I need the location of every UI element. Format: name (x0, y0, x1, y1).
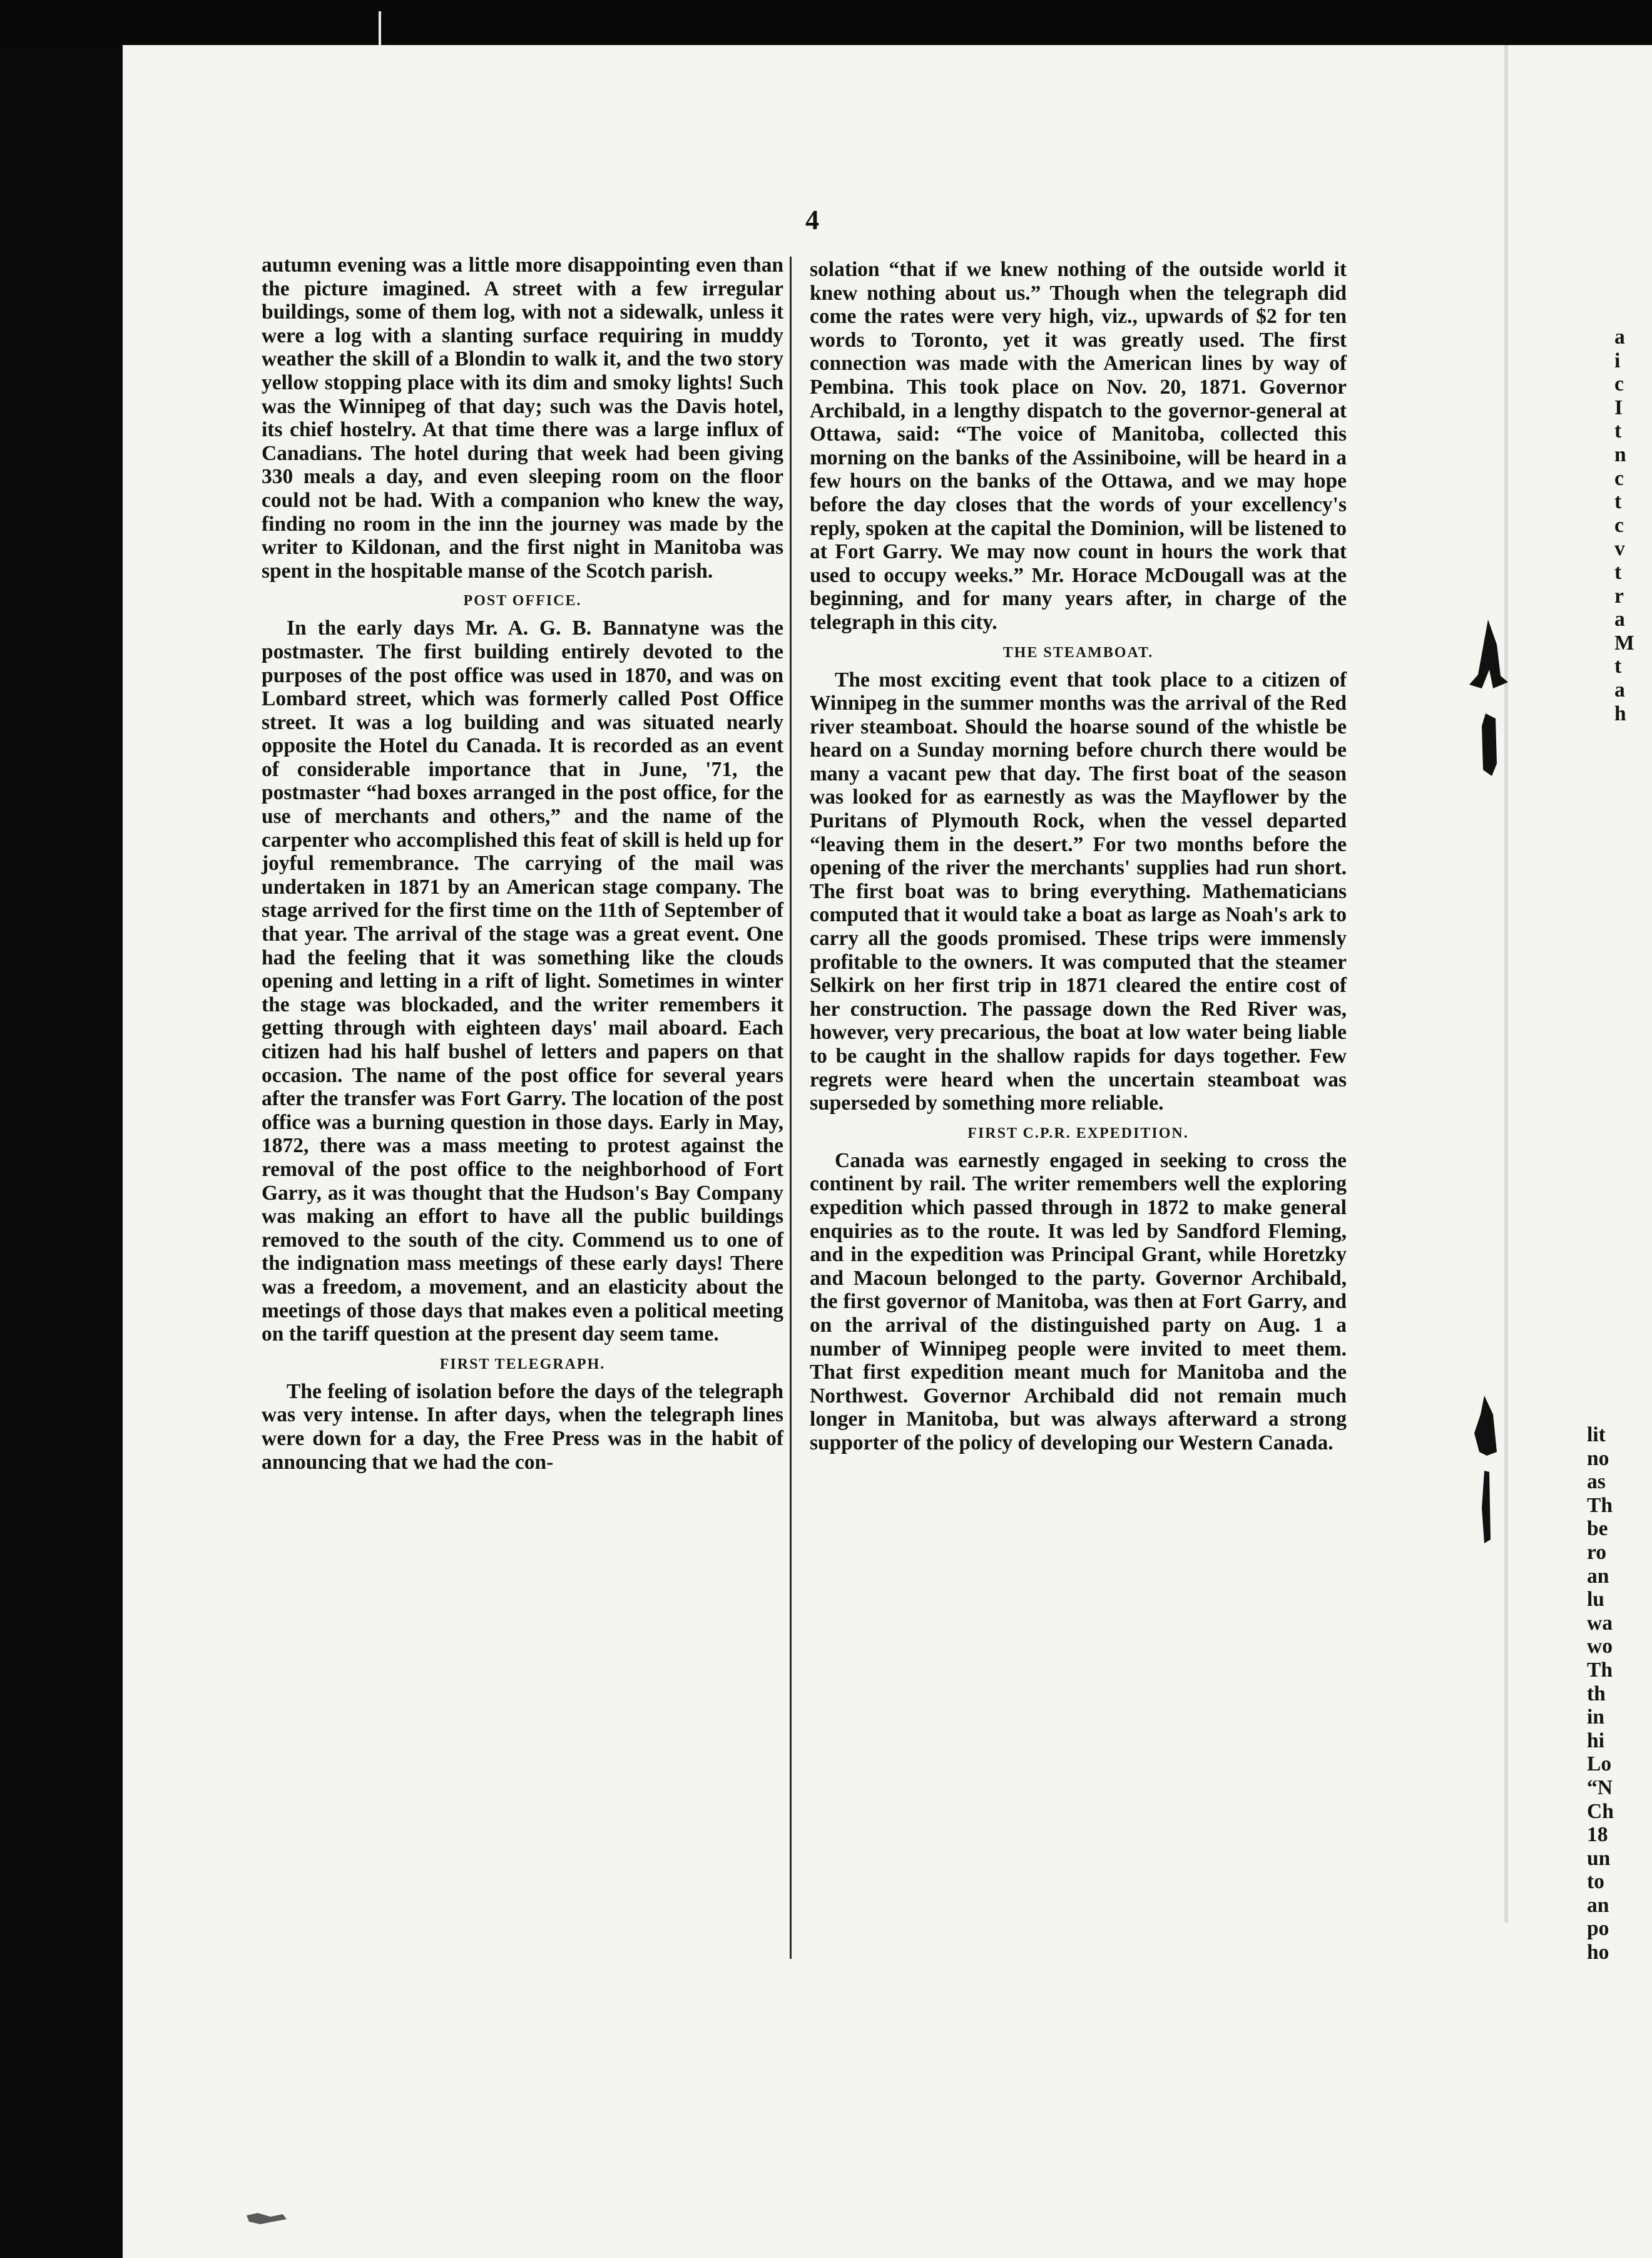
fragment: t (1614, 560, 1622, 584)
fragment: c (1614, 466, 1624, 490)
right-column (810, 258, 1347, 1455)
fragment: an (1587, 1564, 1609, 1588)
heading-first-telegraph: FIRST TELEGRAPH. (439, 1356, 606, 1372)
fragment: po (1587, 1917, 1609, 1941)
fragment: t (1614, 490, 1622, 514)
fragment: c (1614, 372, 1624, 396)
fragment: I (1614, 396, 1623, 419)
paragraph-post-office: In the early days Mr. A. G. B. Bannatyne was the postmaster. The first building entirely devoted to the purposes of the post office was used in 1870, and was on Lombard street, which was formerly called Post Office street. It was a log building and was situated nearly opposite the Hotel du Canada. It is recorded as an event of considerable importance that in June, '71, the postmaster “had boxes arranged in the post office, for the use of merchants and others,” and the name of the carpenter who accomplished this feat of skill is held up for joyful remembrance. The carrying of the mail was undertaken in 1871 by an American stage company. The stage arrived for the first time on the 11th of September of that year. The arrival of the stage was a great event. One had the feeling that it was something like the clouds opening and letting in a rift of light. Sometimes in winter the stage was blockaded, and the writer remembers it getting through with eighteen days' mail aboard. Each citizen had his half bushel of letters and papers on that occasion. The name of the post office for several years after the transfer was Fort Garry. The location of the post office was a burning question in those days. Early in May, 1872, there was a mass meeting to protest against the removal of the post office to the neighborhood of Fort Garry, as it was thought that the Hudson's Bay Company was making an effort to have all the public buildings removed to the south of the city. Commend us to one of the indignation mass meetings of these early days! There was a freedom, a movement, and an elasticity about the meetings of those days that makes even a political meeting on the tariff question at the present day seem tame. (262, 616, 783, 1346)
fragment: 18 (1587, 1823, 1608, 1847)
speck-shape (247, 2213, 287, 2224)
fragment: no (1587, 1446, 1609, 1470)
scan-mark (379, 11, 381, 46)
ink-blot-shape (1469, 620, 1508, 688)
speck-bottom-left (245, 2210, 289, 2229)
fragment: r (1614, 584, 1624, 608)
column-divider (790, 257, 792, 1959)
fragment: Lo (1587, 1752, 1612, 1776)
paragraph-telegraph: The feeling of isolation before the days of the telegraph was very intense. In after days, when the telegraph lines were down for a day, the Free Press was in the habit of announcing that we had the con- (262, 1379, 783, 1474)
fragment: wa (1587, 1611, 1613, 1635)
fragment: lu (1587, 1588, 1604, 1612)
fragment: i (1614, 349, 1621, 372)
fragment: lit (1587, 1423, 1606, 1446)
fragment: M (1614, 631, 1634, 655)
paragraph-cpr-expedition: Canada was earnestly engaged in seeking to cross the continent by rail. The writer remembers well the exploring expedition which passed through in 1872 to make general enquiries as to the route. It was led by Sandford Fleming, and in the expedition was Principal Grant, while Horetzky and Macoun belonged to the party. Governor Archibald, the first governor of Manitoba, was then at Fort Garry, and on the arrival of the distinguished party on Aug. 1 a number of Winnipeg people were invited to meet them. That first expedition meant much for Manitoba and the Northwest. Governor Archibald did not remain much longer in Manitoba, but was always afterward a strong supporter of the policy of developing our Western Canada. (810, 1148, 1347, 1454)
fragment: a (1614, 325, 1625, 349)
paragraph-telegraph-continued: solation “that if we knew nothing of the outside world it knew nothing about us.” Though when the telegraph did come the rates were very high, viz., upwards of $2 for ten words to Toronto, yet it was greatly used. The first connection was made with the American lines by way of Pembina. This took place on Nov. 20, 1871. Governor Archibald, in a lengthy dispatch to the governor-general at Ottawa, said: “The voice of Manitoba, collected this morning on the banks of the Assiniboine, will be heard in a few hours on the banks of the Ottawa, and we may hope before the day closes that the words of your excellency's reply, spoken at the capital the Dominion, will be listened to at Fort Garry. We may now count in hours the work that used to occupy weeks.” Mr. Horace McDougall was at the beginning, and for many years after, in charge of the telegraph in this city. (810, 258, 1347, 634)
ink-blot-shape (1482, 713, 1497, 776)
fragment: Th (1587, 1493, 1613, 1517)
fragment: be (1587, 1517, 1608, 1541)
fragment: in (1587, 1705, 1604, 1729)
fragment: a (1614, 678, 1625, 702)
fragment: Th (1587, 1658, 1613, 1682)
page-number: 4 (805, 205, 819, 235)
fragment: an (1587, 1893, 1609, 1917)
fragment: to (1587, 1870, 1604, 1894)
fragment: n (1614, 442, 1626, 466)
heading-cpr-expedition: FIRST C.P.R. EXPEDITION. (967, 1125, 1189, 1142)
fragment: t (1614, 655, 1622, 678)
ink-blot-upper (1464, 620, 1514, 782)
scanner-background-top (0, 0, 1652, 49)
ink-blot-shape (1482, 1471, 1491, 1543)
fragment: th (1587, 1682, 1606, 1705)
fragment: Ch (1587, 1799, 1614, 1823)
heading-post-office: POST OFFICE. (463, 593, 582, 610)
fragment: c (1614, 513, 1624, 537)
ink-blot-lower (1468, 1396, 1506, 1546)
fragment: ro (1587, 1540, 1607, 1564)
fragment: t (1614, 419, 1622, 443)
page-fold-edge (1504, 45, 1508, 1923)
heading-steamboat: THE STEAMBOAT. (1002, 644, 1154, 661)
fragment: wo (1587, 1635, 1613, 1658)
fragment: a (1614, 608, 1625, 631)
fragment: “N (1587, 1775, 1613, 1799)
fragment: v (1614, 537, 1625, 561)
ink-blot-shape (1474, 1396, 1497, 1456)
fragment: as (1587, 1470, 1606, 1494)
next-page-fragments-upper (1614, 325, 1652, 725)
fragment: ho (1587, 1941, 1609, 1964)
left-column (262, 253, 783, 1474)
fragment: hi (1587, 1729, 1604, 1752)
paragraph-autumn-evening: autumn evening was a little more disappointing even than the picture imagined. A street with a few irregular buildings, some of them log, with not a sidewalk, unless it were a log with a slanting surface requiring in muddy weather the skill of a Blondin to walk it, and the two story yellow stopping place with its dim and smoky lights! Such was the Winnipeg of that day; such was the Davis hotel, its chief hostelry. At that time there was a large influx of Canadians. The hotel during that week had been giving 330 meals a day, and even sleeping room on the floor could not be had. With a companion who knew the way, finding no room in the inn the journey was made by the writer to Kildonan, and the first night in Manitoba was spent in the hospitable manse of the Scotch parish. (262, 253, 783, 583)
fragment: h (1614, 702, 1626, 725)
paragraph-steamboat: The most exciting event that took place to a citizen of Winnipeg in the summer months was the arrival of the Red river steamboat. Should the hoarse sound of the whistle be heard on a Sunday morning before church there would be many a vacant pew that day. The first boat of the season was looked for as earnestly as was the Mayflower by the Puritans of Plymouth Rock, when the vessel departed “leaving them in the desert.” For two months before the opening of the river the merchants' supplies had run short. The first boat was to bring everything. Mathematicians computed that it would take a boat as large as Noah's ark to carry all the goods promised. These trips were immensly profitable to the owners. It was computed that the steamer Selkirk on her first trip in 1871 cleared the entire cost of her construction. The passage down the Red River was, however, very precarious, the boat at low water being liable to be caught in the shallow rapids for days together. Few regrets were heard when the uncertain steamboat was superseded by something more reliable. (810, 668, 1347, 1115)
next-page-fragments-lower (1587, 1423, 1652, 1964)
fragment: un (1587, 1846, 1611, 1870)
